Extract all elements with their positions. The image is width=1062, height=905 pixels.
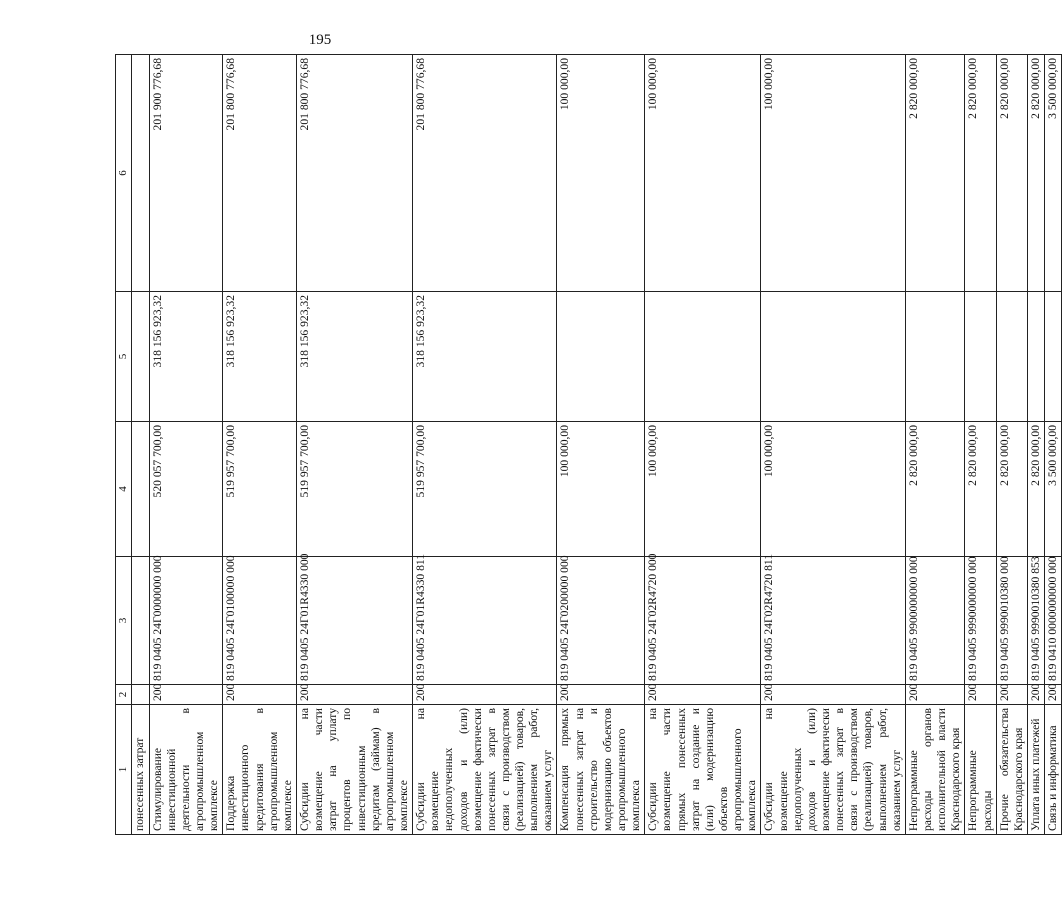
row-amount-6: 2 820 000,00 [1027,55,1044,292]
row-amount-5 [905,292,965,422]
table-row [1027,55,1044,835]
table-row [1045,55,1062,835]
row-amount-5 [1027,292,1044,422]
row-kvr: 200 [223,685,297,705]
table-row [996,55,1027,835]
row-amount-6: 3 500 000,00 [1045,55,1062,292]
row-amount-5: 318 156 923,32 [223,292,297,422]
row-amount-4: 519 957 700,00 [413,422,557,557]
table-row [645,55,761,835]
table-row [132,55,149,835]
row-code [132,557,149,685]
row-code: 819 0405 24Г02R4720 000 [645,557,761,685]
column-header: 5 [116,292,132,422]
row-amount-6: 2 820 000,00 [965,55,996,292]
table-header-row [116,55,132,835]
column-header: 4 [116,422,132,557]
row-code: 819 0405 24Г01R4330 000 [296,557,412,685]
row-name: Непрограммные расходы органов исполнительной власти Краснодарского края [905,705,965,835]
row-amount-6: 201 800 776,68 [413,55,557,292]
table-row [149,55,223,835]
row-amount-5 [557,292,645,422]
row-name: Субсидии на возмещение недополученных доходов и (или) возмещение фактически понесенных затрат в связи с производством (реализацией) товаров, выполнением работ, оказанием услуг [761,705,905,835]
row-amount-5 [965,292,996,422]
row-amount-5 [132,292,149,422]
row-kvr: 200 [1045,685,1062,705]
row-code: 819 0405 9990000000 000 [965,557,996,685]
row-kvr: 200 [965,685,996,705]
row-name: Субсидии на возмещение части прямых понесенных затрат на создание и (или) модернизацию объектов агропромышленного комплекса [645,705,761,835]
row-kvr: 200 [1027,685,1044,705]
row-code: 819 0405 24Г01R4330 811 [413,557,557,685]
row-kvr: 200 [996,685,1027,705]
row-kvr: 200 [413,685,557,705]
row-amount-6: 2 820 000,00 [996,55,1027,292]
row-amount-5 [645,292,761,422]
row-kvr: 200 [557,685,645,705]
row-amount-4 [132,422,149,557]
row-code: 819 0405 9990010380 853 [1027,557,1044,685]
row-code: 819 0405 24Г0200000 000 [557,557,645,685]
budget-table [115,54,1062,835]
row-code: 819 0405 24Г0000000 000 [149,557,223,685]
row-code: 819 0405 9900000000 000 [905,557,965,685]
row-amount-4: 520 057 700,00 [149,422,223,557]
rotated-table-container [115,55,1060,835]
row-name: Прочие обязательства Краснодарского края [996,705,1027,835]
row-name: Компенсация прямых понесенных затрат на строительство и модернизацию объектов агропромышленного комплекса [557,705,645,835]
row-amount-6: 100 000,00 [761,55,905,292]
row-name: Непрограммные расходы [965,705,996,835]
row-amount-4: 2 820 000,00 [905,422,965,557]
row-name: Стимулирование инвестиционной деятельности в агропромышленном комплексе [149,705,223,835]
row-amount-5: 318 156 923,32 [149,292,223,422]
row-kvr: 200 [149,685,223,705]
row-name: Связь и информатика [1045,705,1062,835]
table-row [223,55,297,835]
column-header: 2 [116,685,132,705]
row-name: Поддержка инвестиционного кредитования в агропромышленном комплексе [223,705,297,835]
row-amount-5: 318 156 923,32 [413,292,557,422]
row-kvr: 200 [761,685,905,705]
column-header: 3 [116,557,132,685]
row-code: 819 0405 24Г02R4720 811 [761,557,905,685]
row-kvr: 200 [905,685,965,705]
row-amount-4: 3 500 000,00 [1045,422,1062,557]
row-amount-5: 318 156 923,32 [296,292,412,422]
column-header: 6 [116,55,132,292]
row-name: Субсидии на возмещение части затрат на уплату процентов по инвестиционным кредитам (займам) в агропромышленном комплексе [296,705,412,835]
row-amount-6: 100 000,00 [557,55,645,292]
row-amount-6: 201 800 776,68 [223,55,297,292]
row-amount-6: 201 900 776,68 [149,55,223,292]
row-name: Субсидии на возмещение недополученных доходов и (или) возмещение фактически понесенных затрат в связи с производством (реализацией) товаров, выполнением работ, оказанием услуг [413,705,557,835]
row-code: 819 0410 0000000000 000 [1045,557,1062,685]
row-amount-5 [1045,292,1062,422]
row-kvr: 200 [645,685,761,705]
row-amount-4: 2 820 000,00 [1027,422,1044,557]
table-row [296,55,412,835]
row-name: Уплата иных платежей [1027,705,1044,835]
row-name: понесенных затрат [132,705,149,835]
row-code: 819 0405 9990010380 000 [996,557,1027,685]
row-kvr: 200 [296,685,412,705]
row-amount-4: 519 957 700,00 [223,422,297,557]
table-row [965,55,996,835]
row-amount-4: 519 957 700,00 [296,422,412,557]
table-row [905,55,965,835]
column-header: 1 [116,705,132,835]
row-amount-6: 201 800 776,68 [296,55,412,292]
row-amount-6: 100 000,00 [645,55,761,292]
row-amount-4: 2 820 000,00 [996,422,1027,557]
row-amount-5 [996,292,1027,422]
row-amount-6: 2 820 000,00 [905,55,965,292]
row-code: 819 0405 24Г0100000 000 [223,557,297,685]
page-number: 195 [308,32,332,48]
table-row [413,55,557,835]
row-amount-4: 100 000,00 [557,422,645,557]
row-amount-4: 100 000,00 [761,422,905,557]
table-row [761,55,905,835]
row-amount-6 [132,55,149,292]
row-amount-4: 100 000,00 [645,422,761,557]
row-amount-4: 2 820 000,00 [965,422,996,557]
row-amount-5 [761,292,905,422]
row-kvr [132,685,149,705]
table-body [116,55,1062,835]
table-row [557,55,645,835]
